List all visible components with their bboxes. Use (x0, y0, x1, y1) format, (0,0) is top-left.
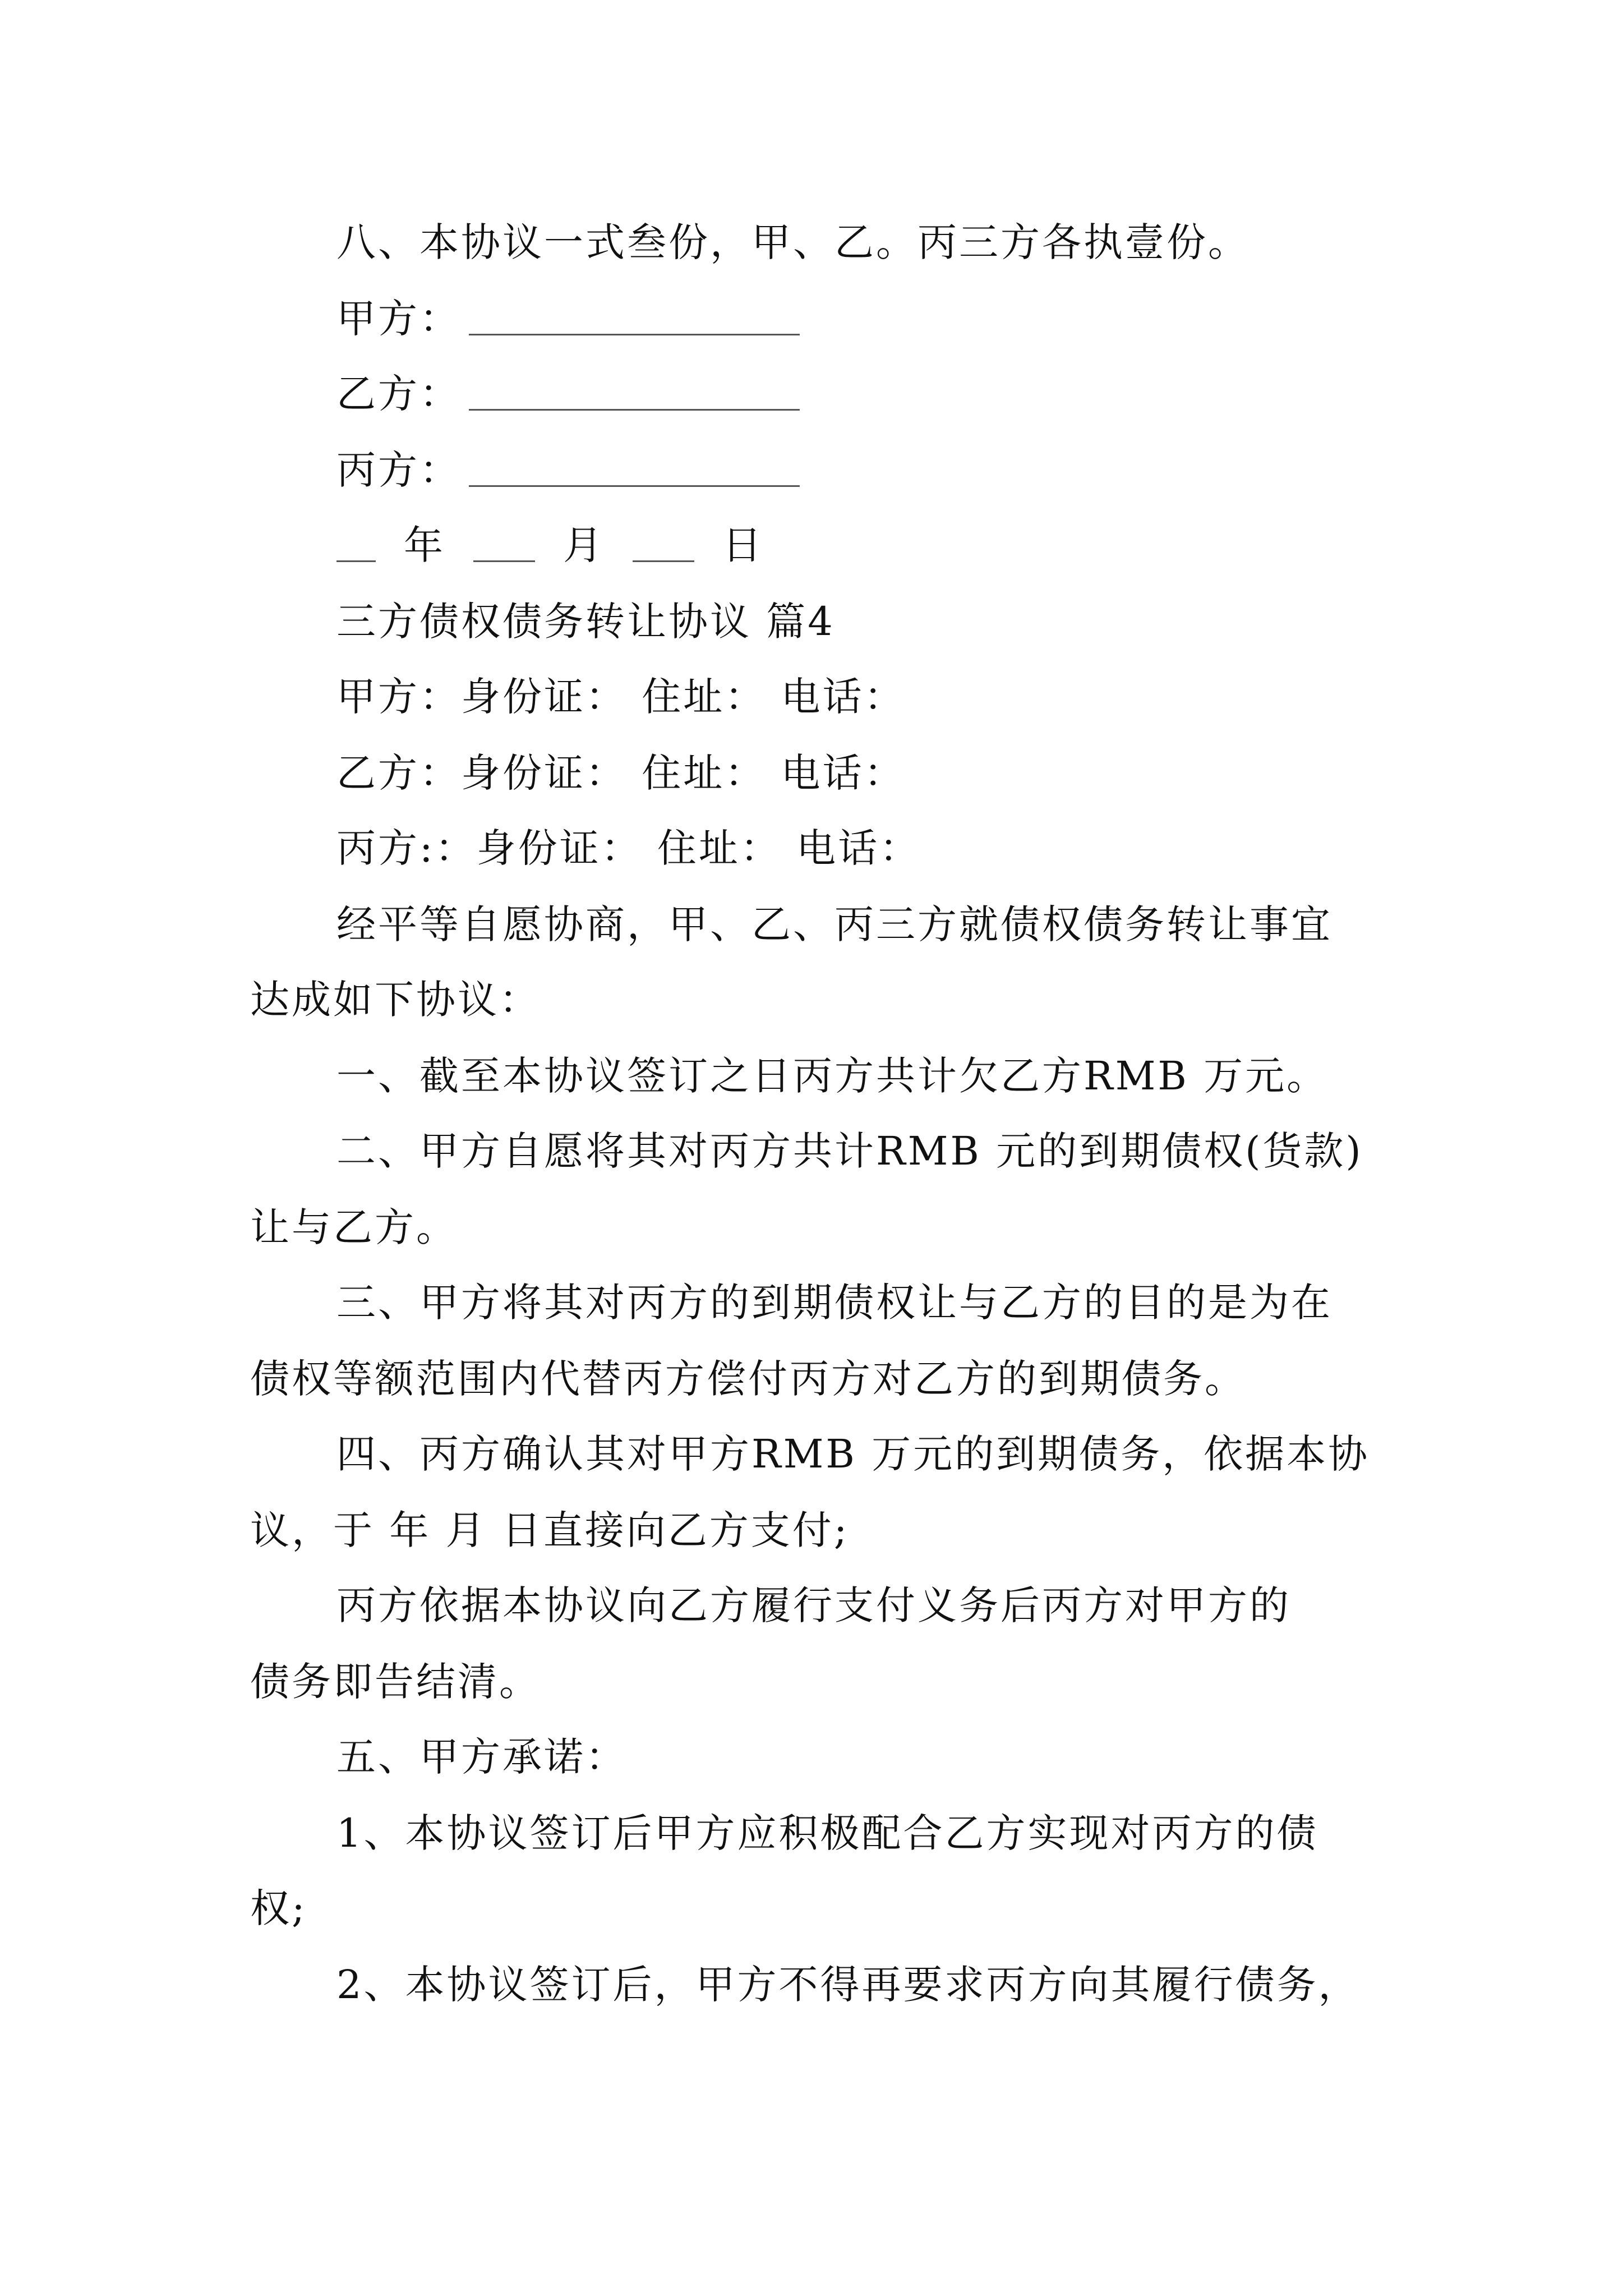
article-2-line-1: 二、甲方自愿将其对丙方共计RMB 元的到期债权(货款) (336, 1128, 1363, 1174)
signature-blank (469, 375, 800, 411)
article-4-line-1: 四、丙方确认其对甲方RMB 万元的到期债务，依据本协 (336, 1431, 1370, 1477)
clause-8: 八、本协议一式叁份，甲、乙。丙三方各执壹份。 (336, 219, 1249, 265)
article-5: 五、甲方承诺： (336, 1734, 627, 1780)
signature-blank (469, 300, 800, 335)
signature-blank (469, 452, 800, 487)
article-4b-line-2: 债务即告结清。 (250, 1659, 541, 1705)
day-blank (633, 527, 694, 562)
section-title: 三方债权债务转让协议 篇4 (336, 599, 835, 645)
article-1: 一、截至本协议签订之日丙方共计欠乙方RMB 万元。 (336, 1053, 1329, 1099)
date-month-label: 月 (563, 522, 605, 568)
article-5-item-2-line-1: 2、本协议签订后，甲方不得再要求丙方向其履行债务， (336, 1962, 1360, 2008)
article-3-line-2: 债权等额范围内代替丙方偿付丙方对乙方的到期债务。 (250, 1356, 1246, 1402)
article-4-line-2: 议，于 年 月 日直接向乙方支付; (250, 1507, 850, 1553)
signature-line-party-c (336, 442, 800, 498)
article-2-line-2: 让与乙方。 (250, 1204, 458, 1250)
article-3-line-1: 三、甲方将其对丙方的到期债权让与乙方的目的是为在 (336, 1280, 1332, 1326)
date-year-label: 年 (404, 522, 445, 568)
date-line (336, 517, 764, 573)
signature-line-party-a (336, 291, 800, 347)
signature-label: 丙方： (336, 447, 461, 493)
party-b-info: 乙方：身份证： 住址： 电话： (336, 750, 906, 796)
party-a-info: 甲方：身份证： 住址： 电话： (336, 674, 906, 720)
signature-label: 乙方： (336, 371, 461, 417)
article-5-item-1-line-2: 权; (250, 1885, 307, 1931)
article-5-item-1-line-1: 1、本协议签订后甲方应积极配合乙方实现对丙方的债 (336, 1810, 1318, 1856)
signature-line-party-b (336, 366, 800, 422)
intro-paragraph-line-1: 经平等自愿协商，甲、乙、丙三方就债权债务转让事宜 (336, 901, 1332, 947)
year-blank (336, 527, 376, 562)
article-4b-line-1: 丙方依据本协议向乙方履行支付义务后丙方对甲方的 (336, 1582, 1291, 1628)
month-blank (473, 527, 535, 562)
party-c-info: 丙方:：身份证： 住址： 电话： (336, 825, 921, 871)
date-day-label: 日 (722, 522, 764, 568)
signature-label: 甲方： (336, 296, 461, 342)
intro-paragraph-line-2: 达成如下协议： (250, 977, 541, 1023)
